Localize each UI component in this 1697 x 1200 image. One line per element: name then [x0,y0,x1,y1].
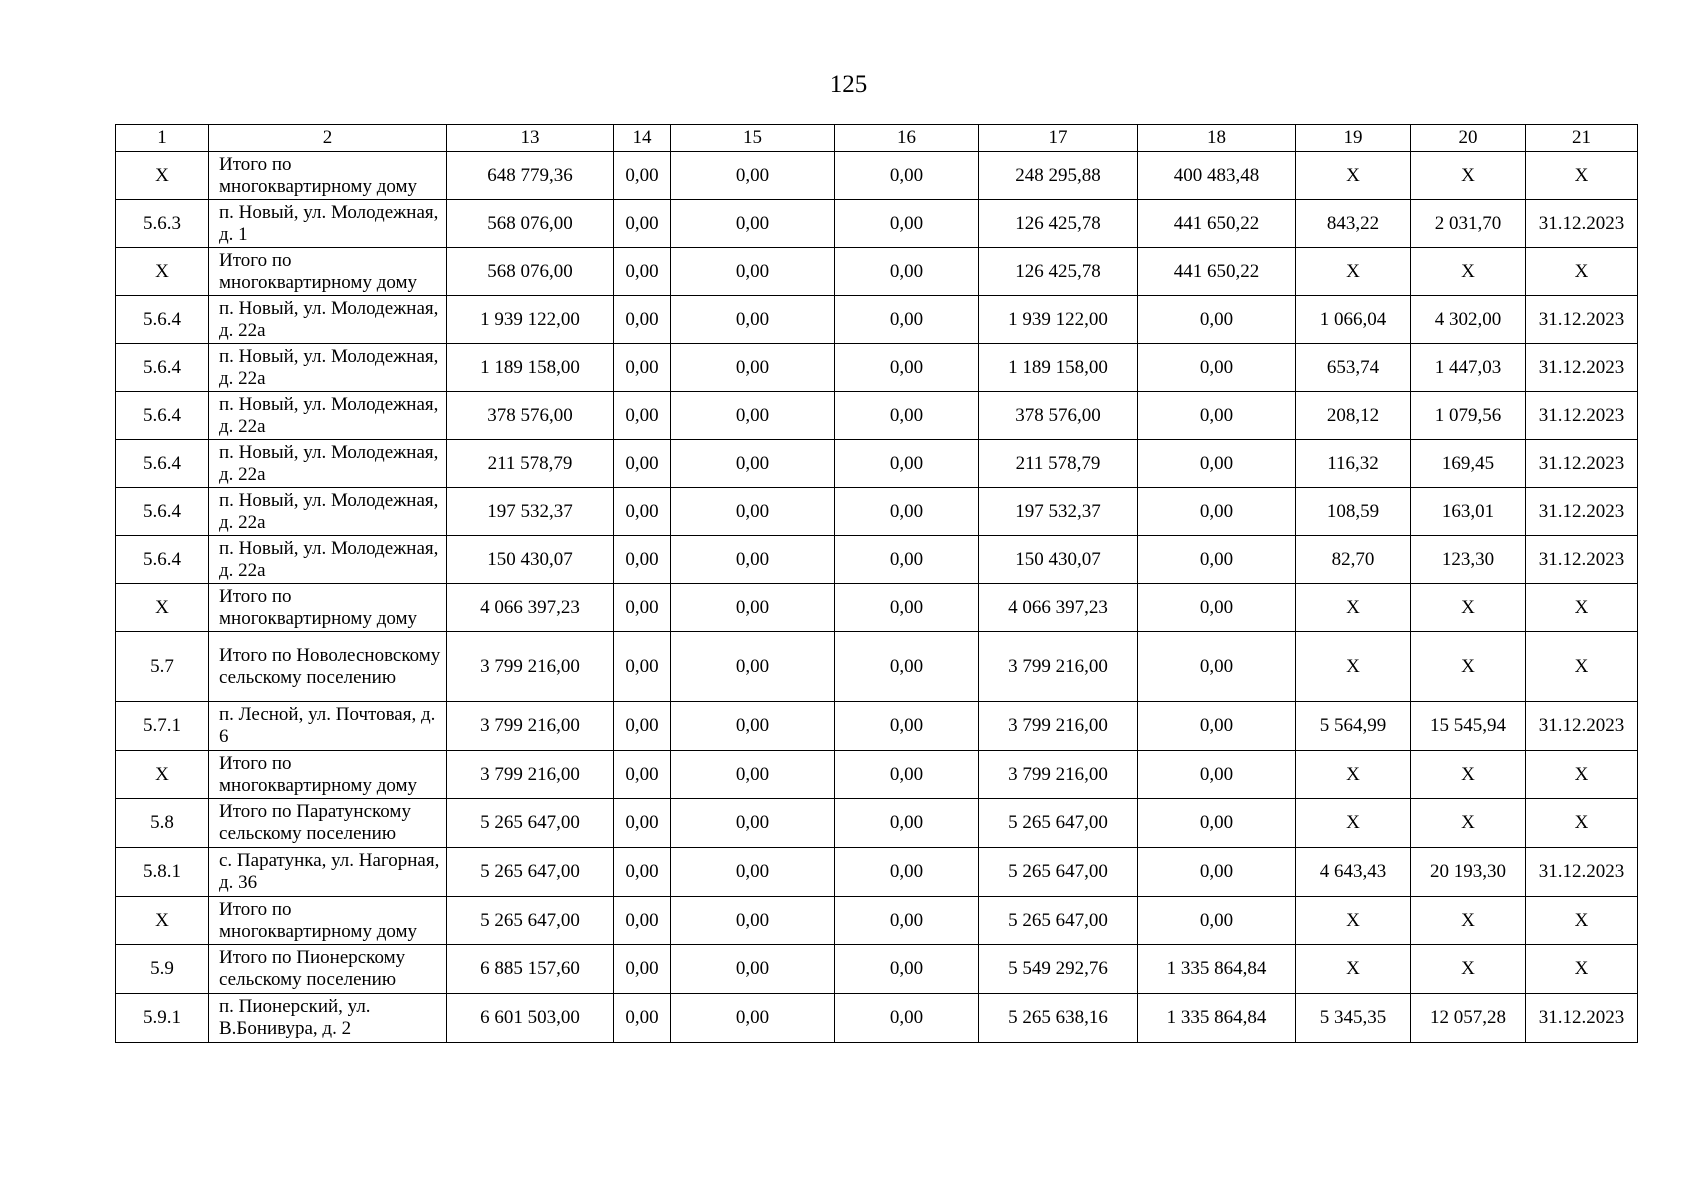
value-cell: 197 532,37 [447,488,614,536]
value-cell: X [1296,248,1411,296]
value-cell: 108,59 [1296,488,1411,536]
value-cell: X [1526,751,1638,799]
value-cell: 31.12.2023 [1526,440,1638,488]
row-number-cell: 5.7.1 [116,702,209,751]
value-cell: 0,00 [835,751,979,799]
value-cell: 3 799 216,00 [979,632,1138,702]
value-cell: 31.12.2023 [1526,994,1638,1043]
row-number-cell: 5.7 [116,632,209,702]
value-cell: 5 265 647,00 [979,897,1138,945]
value-cell: 0,00 [671,994,835,1043]
value-cell: 0,00 [614,945,671,994]
column-header: 14 [614,125,671,152]
address-cell: Итого по многоквартирному дому [209,248,447,296]
value-cell: 5 564,99 [1296,702,1411,751]
address-cell: Итого по многоквартирному дому [209,584,447,632]
value-cell: 5 549 292,76 [979,945,1138,994]
value-cell: 648 779,36 [447,152,614,200]
value-cell: 0,00 [671,632,835,702]
address-cell: Итого по многоквартирному дому [209,897,447,945]
row-number-cell: 5.6.4 [116,536,209,584]
row-number-cell: X [116,897,209,945]
value-cell: 0,00 [835,584,979,632]
value-cell: 0,00 [1138,296,1296,344]
table-row [116,536,1638,584]
value-cell: X [1296,799,1411,848]
address-cell: Итого по Паратунскому сельскому поселению [209,799,447,848]
value-cell: 197 532,37 [979,488,1138,536]
address-cell: п. Лесной, ул. Почтовая, д. 6 [209,702,447,751]
value-cell: X [1526,584,1638,632]
value-cell: X [1411,152,1526,200]
value-cell: X [1526,248,1638,296]
address-cell: п. Новый, ул. Молодежная, д. 22а [209,296,447,344]
value-cell: 0,00 [614,632,671,702]
value-cell: 31.12.2023 [1526,392,1638,440]
value-cell: 0,00 [835,248,979,296]
value-cell: 0,00 [671,584,835,632]
value-cell: 5 265 638,16 [979,994,1138,1043]
value-cell: 568 076,00 [447,248,614,296]
value-cell: 0,00 [835,848,979,897]
value-cell: 0,00 [671,248,835,296]
value-cell: 6 885 157,60 [447,945,614,994]
value-cell: 0,00 [835,702,979,751]
address-cell: Итого по Новолесновскому сельскому поселению [209,632,447,702]
value-cell: 0,00 [614,799,671,848]
value-cell: 0,00 [835,897,979,945]
value-cell: 0,00 [614,488,671,536]
address-cell: п. Новый, ул. Молодежная, д. 22а [209,392,447,440]
value-cell: 31.12.2023 [1526,536,1638,584]
value-cell: X [1526,632,1638,702]
value-cell: 0,00 [835,344,979,392]
value-cell: X [1411,751,1526,799]
value-cell: 0,00 [614,848,671,897]
table-row [116,296,1638,344]
value-cell: 20 193,30 [1411,848,1526,897]
value-cell: 0,00 [1138,897,1296,945]
table-row [116,897,1638,945]
address-cell: п. Новый, ул. Молодежная, д. 22а [209,488,447,536]
value-cell: 126 425,78 [979,200,1138,248]
value-cell: 568 076,00 [447,200,614,248]
value-cell: 211 578,79 [979,440,1138,488]
value-cell: X [1526,945,1638,994]
value-cell: 0,00 [671,799,835,848]
value-cell: 0,00 [671,536,835,584]
value-cell: 3 799 216,00 [447,632,614,702]
value-cell: 5 265 647,00 [447,897,614,945]
value-cell: X [1296,632,1411,702]
table-row [116,392,1638,440]
row-number-cell: 5.8.1 [116,848,209,897]
address-cell: Итого по Пионерскому сельскому поселению [209,945,447,994]
value-cell: X [1411,945,1526,994]
value-cell: 441 650,22 [1138,200,1296,248]
value-cell: X [1411,248,1526,296]
value-cell: 0,00 [671,440,835,488]
table-row [116,200,1638,248]
value-cell: X [1296,945,1411,994]
address-cell: п. Пионерский, ул. В.Бонивура, д. 2 [209,994,447,1043]
value-cell: 31.12.2023 [1526,848,1638,897]
value-cell: 0,00 [614,994,671,1043]
value-cell: 2 031,70 [1411,200,1526,248]
value-cell: 0,00 [671,848,835,897]
row-number-cell: X [116,248,209,296]
value-cell: 0,00 [835,945,979,994]
value-cell: 0,00 [671,344,835,392]
value-cell: 0,00 [614,248,671,296]
table-row [116,248,1638,296]
value-cell: 82,70 [1296,536,1411,584]
value-cell: 1 335 864,84 [1138,945,1296,994]
value-cell: 5 265 647,00 [447,848,614,897]
value-cell: 5 265 647,00 [979,799,1138,848]
value-cell: 0,00 [835,200,979,248]
table-row [116,751,1638,799]
value-cell: 150 430,07 [447,536,614,584]
value-cell: 4 643,43 [1296,848,1411,897]
column-header: 16 [835,125,979,152]
value-cell: 163,01 [1411,488,1526,536]
value-cell: 1 189 158,00 [979,344,1138,392]
value-cell: 12 057,28 [1411,994,1526,1043]
page-number: 125 [829,71,868,98]
value-cell: 0,00 [1138,584,1296,632]
table-row [116,632,1638,702]
value-cell: 211 578,79 [447,440,614,488]
value-cell: X [1411,632,1526,702]
value-cell: 0,00 [614,584,671,632]
value-cell: 123,30 [1411,536,1526,584]
table-row [116,344,1638,392]
value-cell: 150 430,07 [979,536,1138,584]
table-row [116,848,1638,897]
address-cell: п. Новый, ул. Молодежная, д. 22а [209,440,447,488]
value-cell: 1 189 158,00 [447,344,614,392]
value-cell: 3 799 216,00 [447,751,614,799]
value-cell: 0,00 [671,200,835,248]
value-cell: 0,00 [614,200,671,248]
table-row [116,152,1638,200]
value-cell: 0,00 [671,702,835,751]
value-cell: 0,00 [614,440,671,488]
value-cell: 5 265 647,00 [979,848,1138,897]
column-header: 20 [1411,125,1526,152]
row-number-cell: 5.6.3 [116,200,209,248]
value-cell: 248 295,88 [979,152,1138,200]
value-cell: 208,12 [1296,392,1411,440]
column-header: 1 [116,125,209,152]
value-cell: 4 302,00 [1411,296,1526,344]
data-table [115,124,1638,1043]
value-cell: 378 576,00 [447,392,614,440]
value-cell: 0,00 [1138,440,1296,488]
value-cell: 1 939 122,00 [979,296,1138,344]
table-row [116,702,1638,751]
value-cell: 3 799 216,00 [447,702,614,751]
row-number-cell: 5.6.4 [116,344,209,392]
address-cell: Итого по многоквартирному дому [209,751,447,799]
value-cell: 378 576,00 [979,392,1138,440]
value-cell: 0,00 [614,536,671,584]
value-cell: 0,00 [614,296,671,344]
value-cell: 0,00 [835,440,979,488]
value-cell: 0,00 [835,488,979,536]
value-cell: 0,00 [671,392,835,440]
value-cell: 15 545,94 [1411,702,1526,751]
value-cell: 0,00 [1138,392,1296,440]
value-cell: 6 601 503,00 [447,994,614,1043]
column-header: 13 [447,125,614,152]
table-row [116,440,1638,488]
address-cell: п. Новый, ул. Молодежная, д. 22а [209,344,447,392]
value-cell: 0,00 [835,152,979,200]
row-number-cell: 5.8 [116,799,209,848]
value-cell: X [1296,584,1411,632]
value-cell: 0,00 [614,344,671,392]
value-cell: X [1526,799,1638,848]
value-cell: 116,32 [1296,440,1411,488]
value-cell: 1 939 122,00 [447,296,614,344]
value-cell: 0,00 [671,897,835,945]
row-number-cell: 5.6.4 [116,440,209,488]
value-cell: 653,74 [1296,344,1411,392]
value-cell: 441 650,22 [1138,248,1296,296]
value-cell: X [1411,799,1526,848]
value-cell: X [1526,897,1638,945]
value-cell: X [1526,152,1638,200]
value-cell: 31.12.2023 [1526,344,1638,392]
value-cell: 126 425,78 [979,248,1138,296]
value-cell: X [1296,897,1411,945]
value-cell: 0,00 [1138,799,1296,848]
value-cell: 1 447,03 [1411,344,1526,392]
value-cell: 4 066 397,23 [447,584,614,632]
value-cell: 0,00 [671,751,835,799]
value-cell: 0,00 [1138,536,1296,584]
table-row [116,945,1638,994]
value-cell: X [1296,152,1411,200]
value-cell: 31.12.2023 [1526,296,1638,344]
value-cell: 0,00 [614,897,671,945]
value-cell: 1 079,56 [1411,392,1526,440]
value-cell: 0,00 [1138,751,1296,799]
table-row [116,488,1638,536]
value-cell: 1 066,04 [1296,296,1411,344]
column-header: 17 [979,125,1138,152]
value-cell: 31.12.2023 [1526,200,1638,248]
column-header: 18 [1138,125,1296,152]
value-cell: 0,00 [835,296,979,344]
value-cell: 0,00 [671,152,835,200]
value-cell: 31.12.2023 [1526,488,1638,536]
row-number-cell: 5.6.4 [116,392,209,440]
value-cell: 0,00 [835,632,979,702]
value-cell: 0,00 [835,392,979,440]
value-cell: 3 799 216,00 [979,751,1138,799]
address-cell: с. Паратунка, ул. Нагорная, д. 36 [209,848,447,897]
value-cell: 31.12.2023 [1526,702,1638,751]
value-cell: 0,00 [1138,848,1296,897]
value-cell: 5 265 647,00 [447,799,614,848]
value-cell: 0,00 [614,702,671,751]
value-cell: 0,00 [671,488,835,536]
table-row [116,799,1638,848]
row-number-cell: 5.6.4 [116,296,209,344]
row-number-cell: X [116,584,209,632]
column-header: 15 [671,125,835,152]
value-cell: 4 066 397,23 [979,584,1138,632]
value-cell: 0,00 [1138,702,1296,751]
value-cell: 0,00 [614,751,671,799]
column-header: 2 [209,125,447,152]
value-cell: 0,00 [1138,344,1296,392]
table-header [116,125,1638,152]
value-cell: 0,00 [614,152,671,200]
column-header: 21 [1526,125,1638,152]
value-cell: 843,22 [1296,200,1411,248]
address-cell: п. Новый, ул. Молодежная, д. 22а [209,536,447,584]
value-cell: 400 483,48 [1138,152,1296,200]
table-body [116,152,1638,1043]
value-cell: X [1411,584,1526,632]
row-number-cell: 5.9 [116,945,209,994]
value-cell: 1 335 864,84 [1138,994,1296,1043]
value-cell: 0,00 [1138,632,1296,702]
address-cell: п. Новый, ул. Молодежная, д. 1 [209,200,447,248]
value-cell: 169,45 [1411,440,1526,488]
value-cell: X [1411,897,1526,945]
row-number-cell: 5.9.1 [116,994,209,1043]
row-number-cell: 5.6.4 [116,488,209,536]
table-row [116,994,1638,1043]
value-cell: 0,00 [671,296,835,344]
value-cell: 5 345,35 [1296,994,1411,1043]
table-row [116,584,1638,632]
value-cell: 0,00 [835,799,979,848]
value-cell: 0,00 [1138,488,1296,536]
address-cell: Итого по многоквартирному дому [209,152,447,200]
header-row [116,125,1638,152]
value-cell: 0,00 [614,392,671,440]
value-cell: 3 799 216,00 [979,702,1138,751]
value-cell: X [1296,751,1411,799]
row-number-cell: X [116,152,209,200]
value-cell: 0,00 [671,945,835,994]
row-number-cell: X [116,751,209,799]
value-cell: 0,00 [835,536,979,584]
value-cell: 0,00 [835,994,979,1043]
column-header: 19 [1296,125,1411,152]
